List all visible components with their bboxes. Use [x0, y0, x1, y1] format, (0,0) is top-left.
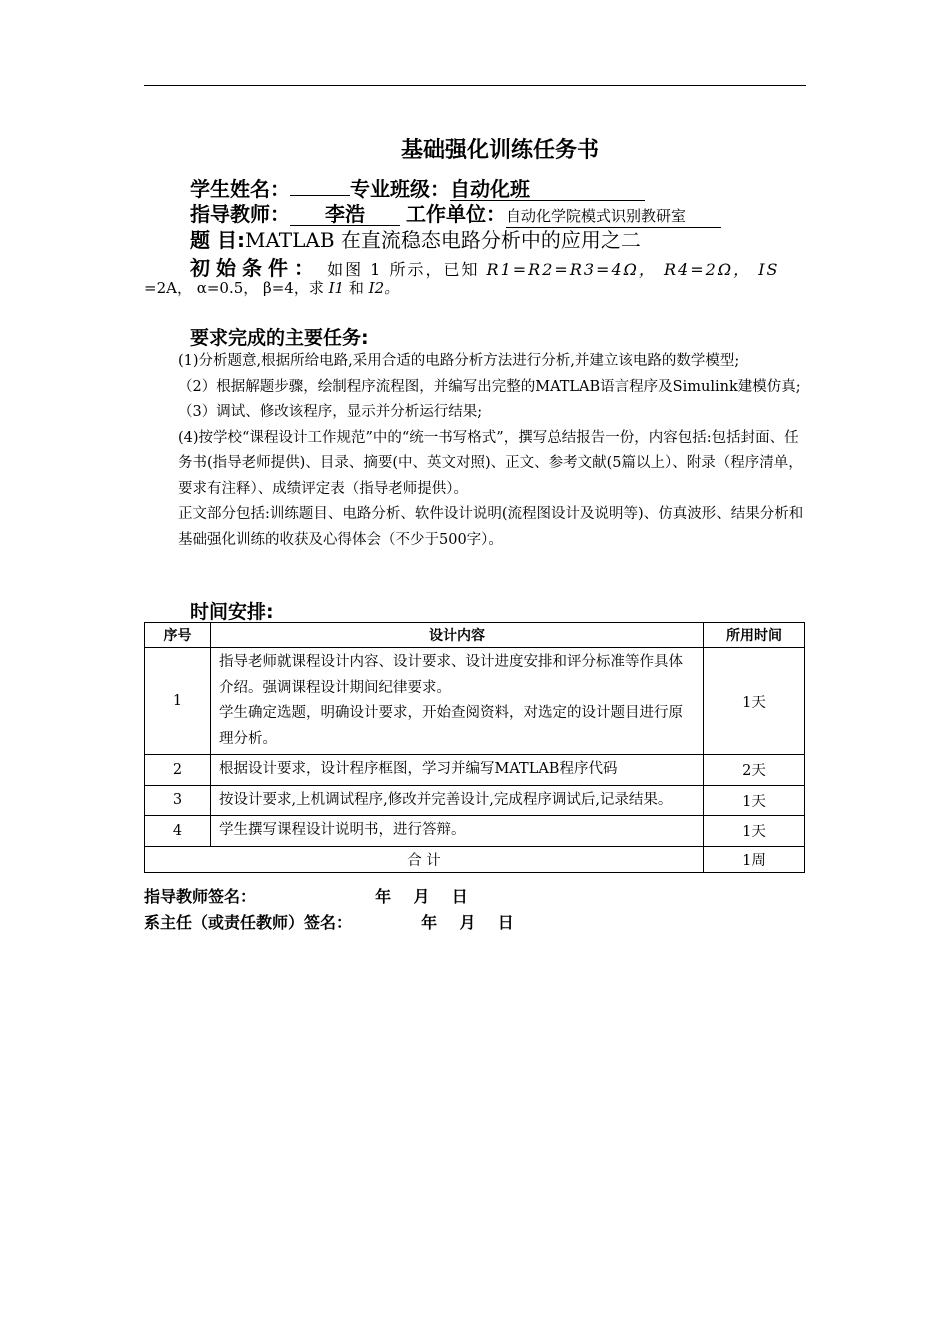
advisor-signature-label: 指导教师签名： — [144, 887, 257, 906]
col-header-no: 序号 — [145, 623, 211, 648]
total-label: 合 计 — [145, 846, 704, 872]
director-signature-date: 年 月 日 — [421, 913, 514, 932]
schedule-table — [144, 622, 805, 873]
row-content: 按设计要求,上机调试程序,修改并完善设计,完成程序调试后,记录结果。 — [211, 785, 704, 816]
topic-line — [190, 224, 641, 253]
advisor-label: 指导教师： — [190, 202, 290, 226]
and-text: 和 — [348, 279, 364, 297]
task-item: 正文部分包括:训练题目、电路分析、软件设计说明(流程图设计及说明等)、仿真波形、结果分析和基础强化训练的收获及心得体会（不少于500字）。 — [178, 506, 804, 548]
row-no: 1 — [145, 648, 211, 755]
director-signature-label: 系主任（或责任教师）签名： — [144, 913, 353, 932]
director-signature-line — [144, 910, 514, 933]
advisor-name: 李浩 — [290, 203, 400, 226]
task-item: (1)分析题意,根据所给电路,采用合适的电路分析方法进行分析,并建立该电路的数学模型; — [178, 353, 740, 369]
row-no: 3 — [145, 785, 211, 816]
table-header-row — [145, 623, 805, 648]
topic-text: MATLAB 在直流稳态电路分析中的应用之二 — [244, 228, 641, 252]
row-content — [211, 648, 704, 755]
row-content: 学生撰写课程设计说明书，进行答辩。 — [211, 816, 704, 847]
unit-label: 工作单位： — [406, 202, 506, 226]
row-time: 1天 — [704, 648, 805, 755]
major-label: 专业班级： — [350, 177, 450, 201]
conditions-text: 如图 1 所示，已知 — [327, 260, 480, 279]
task-item: (4)按学校“课程设计工作规范”中的“统一书写格式”，撰写总结报告一份，内容包括:包括封面、任务书(指导老师提供)、目录、摘要(中、英文对照)、正文、参考文献(5篇以上）、附录（程序清单，要求有注释）、成绩评定表（指导老师提供）。 — [178, 429, 803, 497]
row-content-part: 学生确定选题，明确设计要求，开始查阅资料，对选定的设计题目进行原理分析。 — [219, 705, 683, 747]
col-header-time: 所用时间 — [704, 623, 805, 648]
i2-label: I2。 — [368, 279, 400, 297]
table-row — [145, 816, 805, 847]
r4-value: R4=2Ω， — [664, 260, 752, 279]
row-content-part: 指导老师就课程设计内容、设计要求、设计进度安排和评分标准等作具体介绍。强调课程设计期间纪律要求。 — [219, 654, 683, 696]
resistor-values: R1=R2=R3=4Ω， — [486, 260, 657, 279]
advisor-signature-date: 年 月 日 — [375, 887, 468, 906]
page-title: 基础强化训练任务书 — [400, 138, 599, 163]
schedule-heading: 时间安排: — [190, 601, 274, 623]
table-row — [145, 755, 805, 786]
tasks-heading: 要求完成的主要任务: — [190, 327, 369, 349]
total-time: 1周 — [704, 846, 805, 872]
row-time: 1天 — [704, 816, 805, 847]
i1-label: I1 — [328, 279, 345, 297]
row-no: 4 — [145, 816, 211, 847]
unit-value: 自动化学院模式识别教研室 — [506, 205, 721, 228]
student-name-label: 学生姓名： — [190, 177, 290, 201]
col-header-content: 设计内容 — [211, 623, 704, 648]
task-item: （2）根据解题步骤，绘制程序流程图，并编写出完整的MATLAB语言程序及Simulink建模仿真; — [178, 378, 801, 395]
row-time: 2天 — [704, 755, 805, 786]
conditions-text-2: =2A， α=0.5， β=4，求 — [144, 279, 324, 297]
task-item: （3）调试、修改该程序，显示并分析运行结果; — [178, 404, 483, 420]
task-list — [178, 349, 810, 553]
student-name-field — [290, 195, 350, 196]
table-total-row — [145, 846, 805, 872]
row-time: 1天 — [704, 785, 805, 816]
advisor-signature-line — [144, 884, 468, 907]
table-row — [145, 785, 805, 816]
topic-label: 题 目: — [190, 228, 245, 252]
conditions-label: 初始条件： — [190, 256, 320, 280]
row-no: 2 — [145, 755, 211, 786]
table-row — [145, 648, 805, 755]
row-content: 根据设计要求，设计程序框图，学习并编写MATLAB程序代码 — [211, 755, 704, 786]
major-value: 自动化班 — [450, 178, 645, 201]
conditions-line-2 — [144, 277, 399, 298]
header-rule — [144, 85, 806, 86]
is-label: IS — [758, 260, 780, 279]
